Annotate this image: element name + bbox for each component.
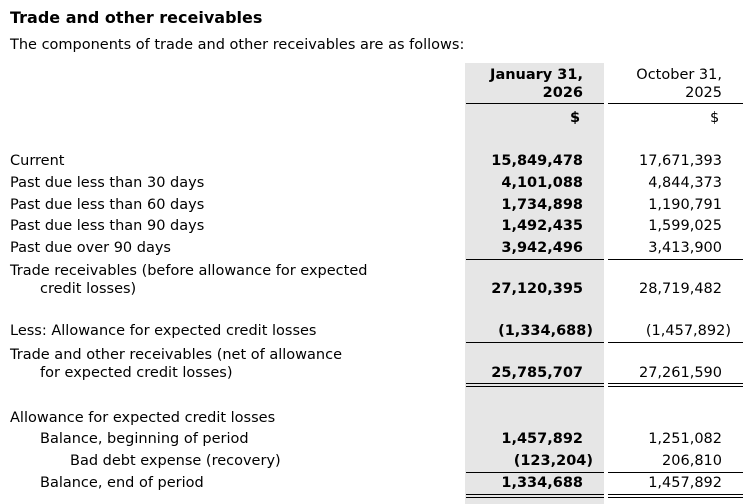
row-label-past-due-90: Past due less than 90 days [10, 218, 205, 234]
value-balance-beginning-oct-2025: 1,251,082 [648, 431, 722, 447]
value-bad-debt-expense-jan-2026: (123,204) [513, 453, 593, 469]
row-label-allowance-heading: Allowance for expected credit losses [10, 410, 276, 426]
header-rule-col2 [608, 103, 743, 104]
value-trade-receivables-net-oct-2025: 27,261,590 [638, 365, 722, 381]
value-bad-debt-expense-oct-2025: 206,810 [662, 453, 722, 469]
subtotal-rule-col2 [608, 259, 743, 260]
value-past-due-60-oct-2025: 1,190,791 [648, 197, 722, 213]
subtotal-rule-col1 [466, 259, 604, 260]
value-trade-receivables-gross-jan-2026: 27,120,395 [491, 281, 583, 297]
balance-double-rule-col1-b [466, 497, 604, 498]
balance-double-rule-col1-a [466, 494, 604, 495]
balance-rule-col2 [608, 472, 743, 473]
value-past-due-30-jan-2026: 4,101,088 [501, 175, 583, 191]
row-label-trade-receivables-gross: Trade receivables (before allowance for expected [10, 263, 368, 279]
section-title: Trade and other receivables [10, 8, 263, 27]
currency-symbol-col1: $ [570, 110, 581, 126]
value-past-due-over-90-jan-2026: 3,942,496 [501, 240, 583, 256]
value-current-oct-2025: 17,671,393 [638, 153, 722, 169]
column-header-line2: 2026 [542, 85, 583, 101]
net-double-rule-col2-b [608, 386, 743, 387]
value-past-due-60-jan-2026: 1,734,898 [501, 197, 583, 213]
net-rule-col2 [608, 342, 743, 343]
row-label-past-due-60: Past due less than 60 days [10, 197, 205, 213]
value-less-allowance-jan-2026: (1,334,688) [498, 323, 593, 339]
value-balance-end-oct-2025: 1,457,892 [648, 475, 722, 491]
net-double-rule-col1-b [466, 386, 604, 387]
row-label-balance-end: Balance, end of period [40, 475, 204, 491]
row-label-trade-receivables-net: Trade and other receivables (net of allowance [10, 347, 342, 363]
net-double-rule-col1-a [466, 383, 604, 384]
column-header-line1: October 31, [636, 67, 722, 83]
balance-double-rule-col2-a [608, 494, 743, 495]
value-past-due-90-jan-2026: 1,492,435 [501, 218, 583, 234]
row-label-trade-receivables-gross-cont: credit losses) [40, 281, 137, 297]
header-rule-col1 [466, 103, 604, 104]
section-subtitle: The components of trade and other receivables are as follows: [10, 37, 465, 53]
value-balance-end-jan-2026: 1,334,688 [501, 475, 583, 491]
column-header-october-2025 [636, 66, 722, 102]
balance-double-rule-col2-b [608, 497, 743, 498]
row-label-bad-debt-expense: Bad debt expense (recovery) [70, 453, 281, 469]
value-current-jan-2026: 15,849,478 [491, 153, 583, 169]
row-label-less-allowance: Less: Allowance for expected credit losses [10, 323, 317, 339]
row-label-trade-receivables-net-cont: for expected credit losses) [40, 365, 233, 381]
value-past-due-90-oct-2025: 1,599,025 [648, 218, 722, 234]
value-trade-receivables-gross-oct-2025: 28,719,482 [638, 281, 722, 297]
value-balance-beginning-jan-2026: 1,457,892 [501, 431, 583, 447]
row-label-current: Current [10, 153, 65, 169]
currency-symbol-col2: $ [710, 110, 720, 126]
column-header-line1: January 31, [490, 67, 583, 83]
value-past-due-over-90-oct-2025: 3,413,900 [648, 240, 722, 256]
value-less-allowance-oct-2025: (1,457,892) [645, 323, 731, 339]
net-rule-col1 [466, 342, 604, 343]
row-label-balance-beginning: Balance, beginning of period [40, 431, 249, 447]
column-header-january-2026 [490, 66, 583, 102]
column-header-line2: 2025 [685, 85, 722, 101]
row-label-past-due-30: Past due less than 30 days [10, 175, 205, 191]
value-past-due-30-oct-2025: 4,844,373 [648, 175, 722, 191]
balance-rule-col1 [466, 472, 604, 473]
row-label-past-due-over-90: Past due over 90 days [10, 240, 171, 256]
value-trade-receivables-net-jan-2026: 25,785,707 [491, 365, 583, 381]
net-double-rule-col2-a [608, 383, 743, 384]
